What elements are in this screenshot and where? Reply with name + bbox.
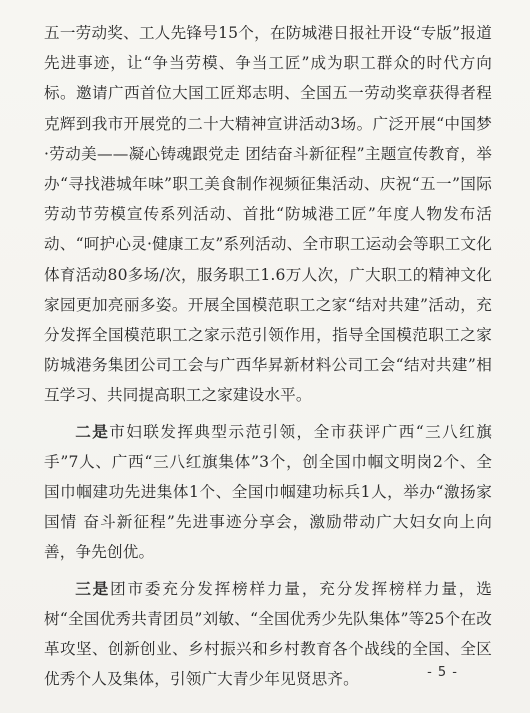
paragraph-3 (44, 574, 492, 695)
page-number: - 5 - (427, 665, 458, 680)
paragraph-2-text: 市妇联发挥典型示范引领，全市获评广西“三八红旗手”7人、广西“三八红旗集体”3个，创全国巾帼文明岗2个、全国巾帼建功先进集体1个、全国巾帼建功标兵1人，举办“激扬家国情 奋斗新征程”先进事迹分享会，激励带动广大妇女向上向善，争先创优。 (44, 422, 492, 562)
paragraph-3-text: 团市委充分发挥榜样力量，充分发挥榜样力量，选树“全国优秀共青团员”刘敏、“全国优秀少先队集体”等25个在改革攻坚、创新创业、乡村振兴和乡村教育各个战线的全国、全区优秀个人及集体，引领广大青少年见贤思齐。 (44, 579, 492, 689)
paragraph-1-text: 五一劳动奖、工人先锋号15个，在防城港日报社开设“专版”报道先进事迹，让“争当劳模、争当工匠”成为职工群众的时代方向标。邀请广西首位大国工匠郑志明、全国五一劳动奖章获得者程克辉到我市开展党的二十大精神宣讲活动3场。广泛开展“中国梦·劳动美——凝心铸魂跟党走 团结奋斗新征程”主题宣传教育，举办“寻找港城年味”职工美食制作视频征集活动、庆祝“五一”国际劳动节劳模宣传系列活动、首批“防城港工匠”年度人物发布活动、“呵护心灵·健康工友”系列活动、全市职工运动会等职工文化体育活动80多场/次，服务职工1.6万人次，广大职工的精神文化家园更加亮丽多姿。开展全国模范职工之家“结对共建”活动，充分发挥全国模范职工之家示范引领作用，指导全国模范职工之家防城港务集团公司工会与广西华昇新材料公司工会“结对共建”相互学习、共同提高职工之家建设水平。 (44, 24, 492, 405)
document-body (44, 18, 492, 694)
paragraph-1 (44, 18, 492, 411)
paragraph-2 (44, 417, 492, 568)
paragraph-3-lead: 三是 (75, 578, 111, 598)
paragraph-2-lead: 二是 (75, 421, 110, 441)
